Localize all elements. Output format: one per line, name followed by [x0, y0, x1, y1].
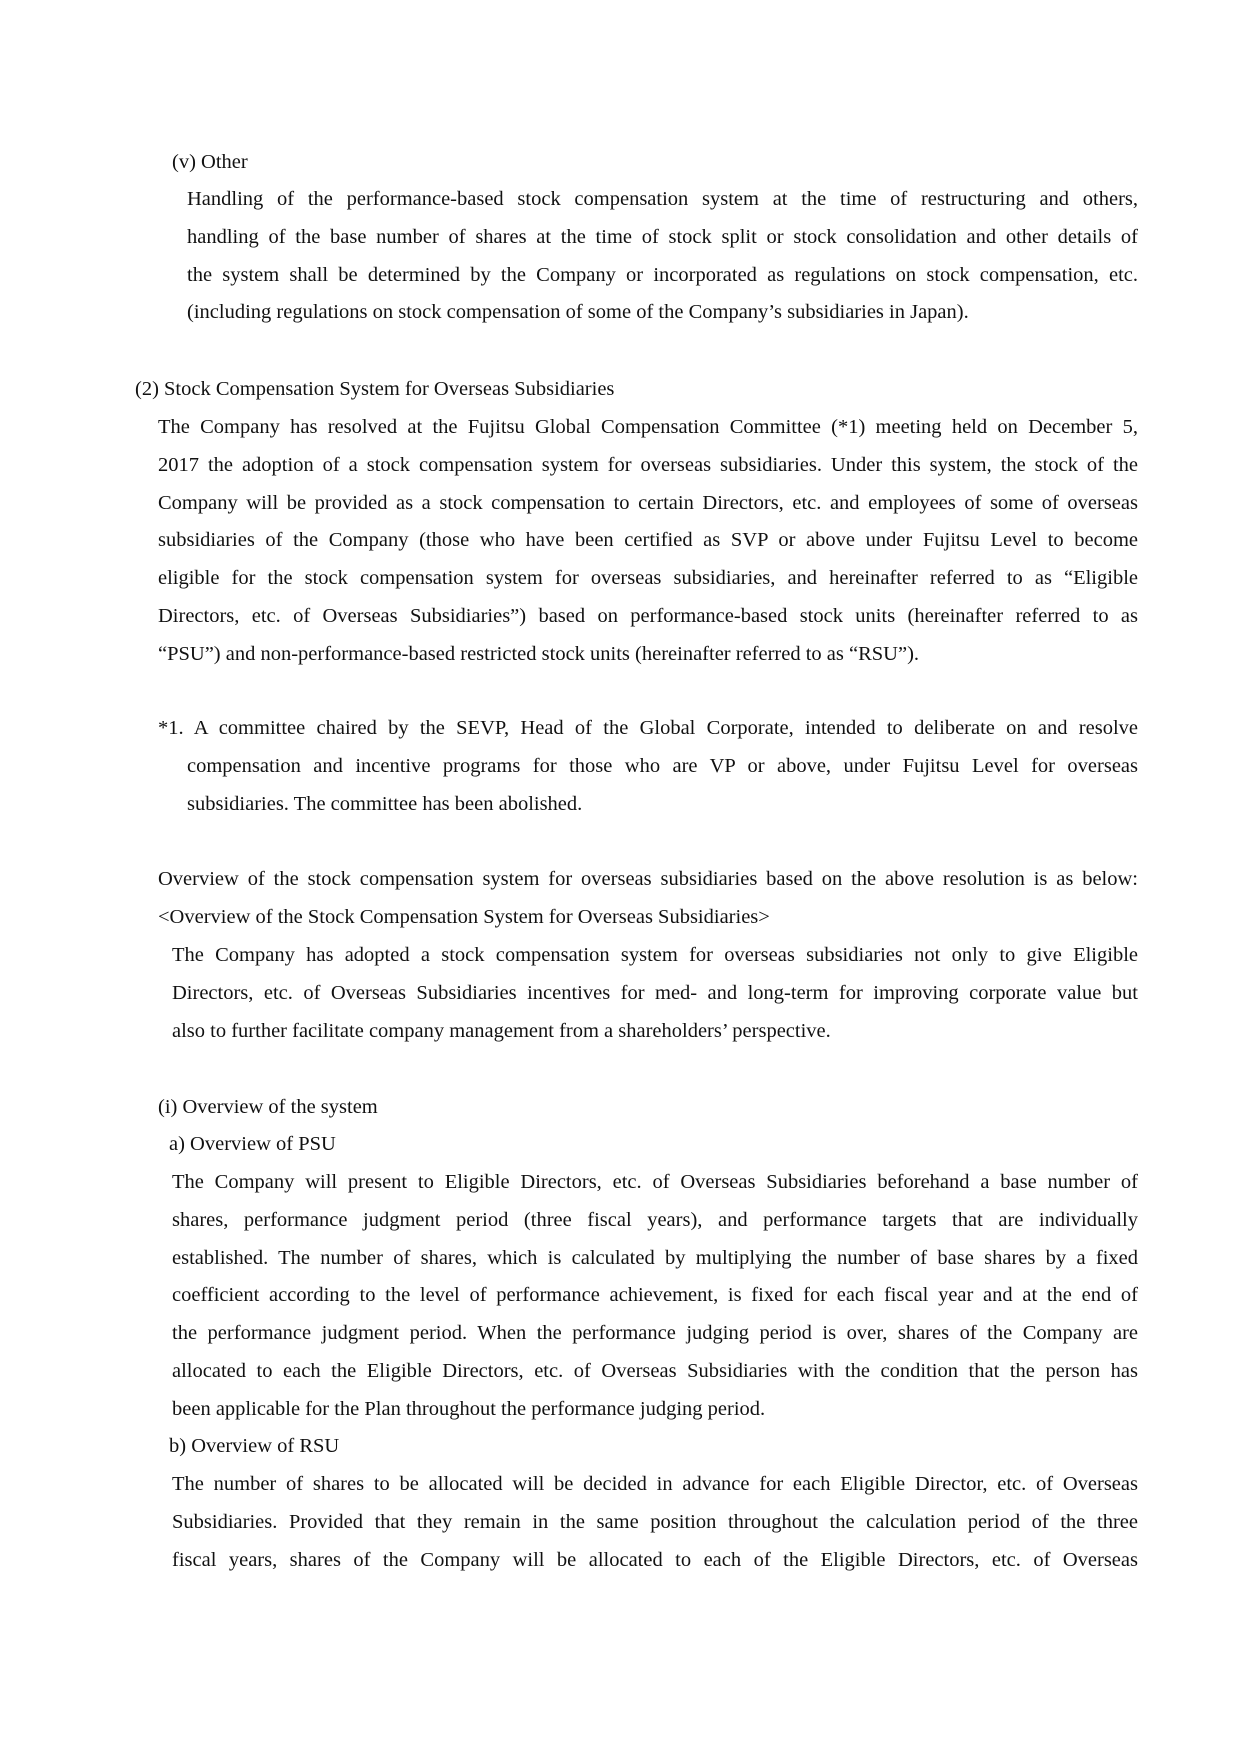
section-v-body [187, 181, 1138, 332]
footnote-line: compensation and incentive programs for those who are VP or above, under Fujitsu Level for overseas [187, 755, 1138, 777]
footnote [158, 710, 1138, 748]
text-line: Directors, etc. of Overseas Subsidiaries incentives for med- and long-term for improving corporate value but [172, 981, 1138, 1004]
heading-text: (2) Stock Compensation System for Overseas Subsidiaries [135, 378, 615, 400]
footnote-continuation [187, 748, 1138, 824]
heading-text: a) Overview of PSU [169, 1133, 336, 1155]
psu-body [172, 1164, 1138, 1429]
heading-text: b) Overview of RSU [169, 1435, 340, 1457]
system-heading [158, 1089, 378, 1127]
text-line: also to further facilitate company management from a shareholders’ perspective. [172, 1019, 831, 1042]
overview-title: <Overview of the Stock Compensation System for Overseas Subsidiaries> [158, 905, 770, 928]
section-v-heading [172, 144, 248, 182]
text-line: “PSU”) and non-performance-based restricted stock units (hereinafter referred to as “RSU”). [158, 642, 920, 665]
text-line: Company will be provided as a stock compensation to certain Directors, etc. and employees of some of overseas [158, 491, 1138, 514]
text-line: The number of shares to be allocated will be decided in advance for each Eligible Director, etc. of Overseas [172, 1473, 1138, 1495]
text-line: eligible for the stock compensation system for overseas subsidiaries, and hereinafter referred to as “Eligible [158, 567, 1138, 590]
text-line: The Company has resolved at the Fujitsu Global Compensation Committee (*1) meeting held on December 5, [158, 416, 1138, 438]
text-line: coefficient according to the level of performance achievement, is fixed for each fiscal year and at the end of [172, 1284, 1138, 1307]
text-line: subsidiaries of the Company (those who have been certified as SVP or above under Fujitsu Level to become [158, 529, 1138, 552]
text-line: Directors, etc. of Overseas Subsidiaries”) based on performance-based stock units (hereinafter referred to as [158, 604, 1138, 627]
footnote-line: subsidiaries. The committee has been abolished. [187, 792, 583, 815]
section-2-body [158, 409, 1138, 674]
heading-text: (v) Other [172, 151, 248, 173]
text-line: The Company will present to Eligible Directors, etc. of Overseas Subsidiaries beforehand a base number of [172, 1171, 1138, 1193]
text-line: established. The number of shares, which is calculated by multiplying the number of base shares by a fixed [172, 1246, 1138, 1269]
text-line: The Company has adopted a stock compensation system for overseas subsidiaries not only to give Eligible [172, 944, 1138, 966]
text-line: been applicable for the Plan throughout the performance judging period. [172, 1397, 766, 1420]
rsu-heading [169, 1428, 339, 1466]
text-line: Subsidiaries. Provided that they remain in the same position throughout the calculation period of the three [172, 1510, 1138, 1533]
text-line: the performance judgment period. When the performance judging period is over, shares of the Company are [172, 1322, 1138, 1345]
text-line: (including regulations on stock compensation of some of the Company’s subsidiaries in Japan). [187, 301, 969, 324]
psu-heading [169, 1126, 336, 1164]
heading-text: (i) Overview of the system [158, 1096, 378, 1118]
text-line: 2017 the adoption of a stock compensation system for overseas subsidiaries. Under this system, the stock of the [158, 453, 1138, 476]
overview-body [172, 937, 1138, 1050]
text-line: handling of the base number of shares at the time of stock split or stock consolidation and other details of [187, 225, 1138, 248]
overview-intro-text: Overview of the stock compensation system for overseas subsidiaries based on the above resolution is as below: [158, 868, 1138, 890]
text-line: Handling of the performance-based stock compensation system at the time of restructuring and others, [187, 188, 1138, 210]
text-line: fiscal years, shares of the Company will be allocated to each of the Eligible Directors, etc. of Overseas [172, 1548, 1138, 1571]
rsu-body [172, 1466, 1138, 1579]
text-line: shares, performance judgment period (three fiscal years), and performance targets that are individually [172, 1208, 1138, 1231]
text-line: the system shall be determined by the Company or incorporated as regulations on stock compensation, etc. [187, 263, 1138, 286]
footnote-line: *1. A committee chaired by the SEVP, Head of the Global Corporate, intended to deliberate on and resolve [158, 717, 1138, 739]
section-2-heading [135, 371, 614, 409]
overview-intro [158, 861, 1138, 937]
text-line: allocated to each the Eligible Directors, etc. of Overseas Subsidiaries with the condition that the person has [172, 1359, 1138, 1382]
